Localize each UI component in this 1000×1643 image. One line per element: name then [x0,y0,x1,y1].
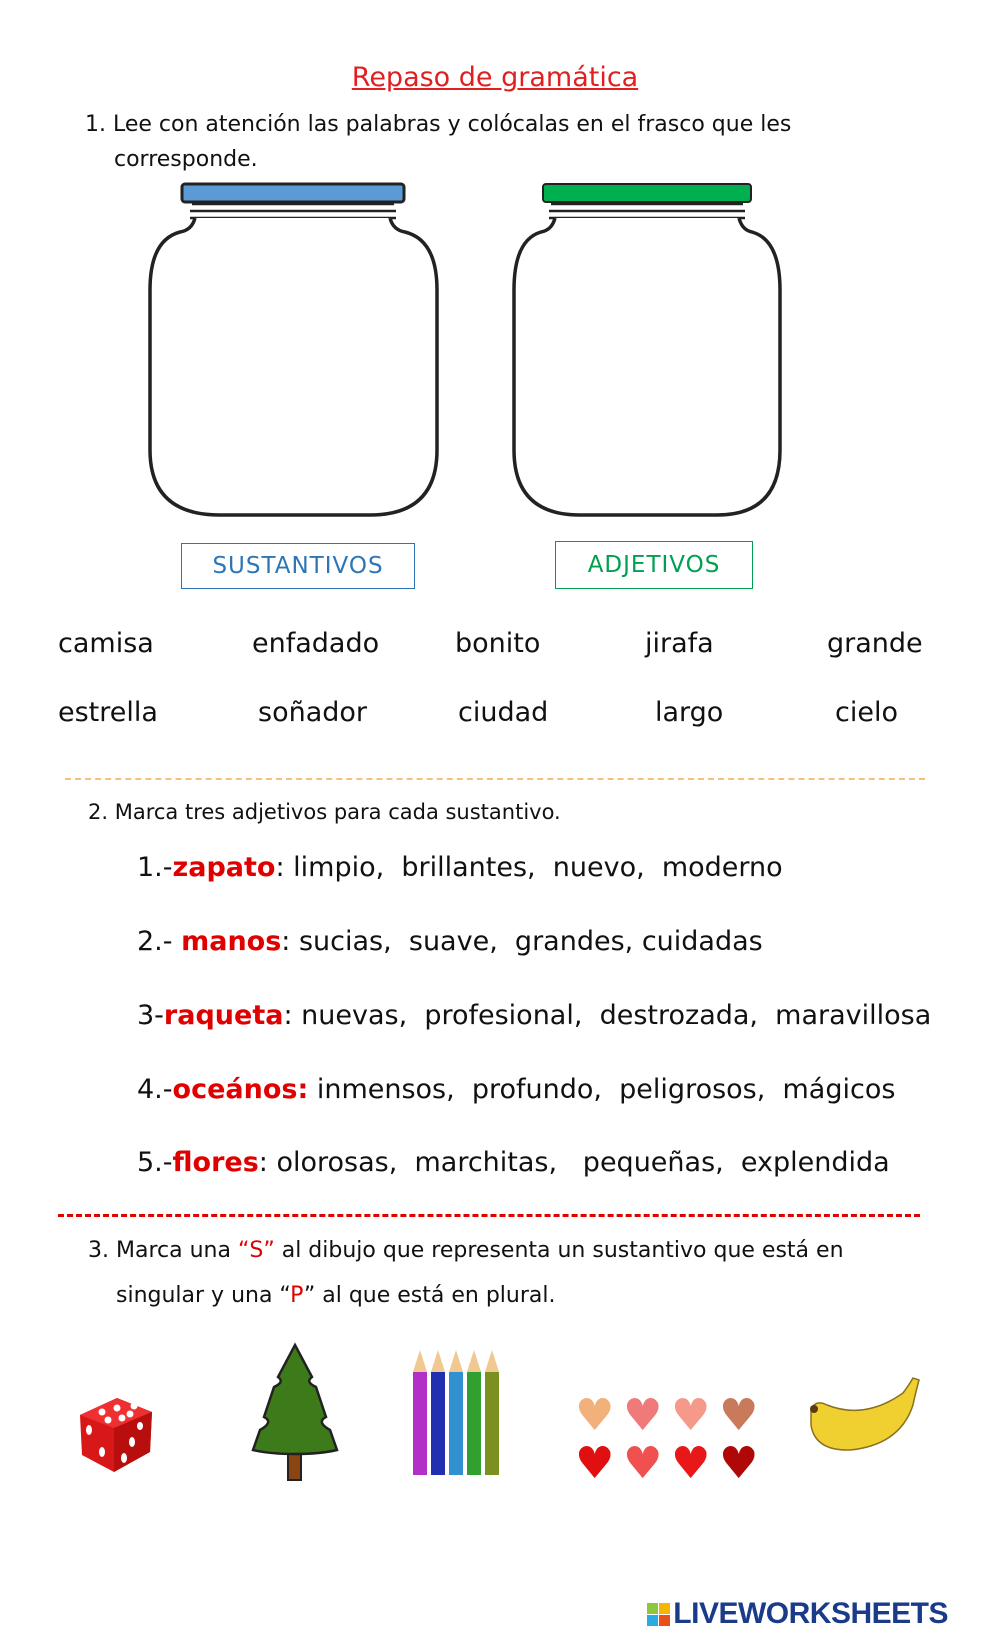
adjective-item-1 [137,852,783,883]
word-item[interactable]: cielo [835,697,898,728]
colored-pencils-icon[interactable] [410,1342,505,1477]
jar-lid [182,184,404,202]
item-adjectives[interactable]: inmensos, profundo, peligrosos, mágicos [308,1074,896,1105]
word-item[interactable]: ciudad [458,697,549,728]
text: singular y una “ [116,1283,291,1308]
item-sep: : [275,852,285,883]
item-number: 3- [137,1000,164,1031]
item-noun: zapato [172,852,276,883]
item-number: 5.- [137,1147,173,1178]
adjective-item-5 [137,1147,890,1178]
instruction-3-line2 [116,1283,555,1308]
logo-mark-icon [647,1603,670,1626]
instruction-2: 2. Marca tres adjetivos para cada sustantivo. [88,800,561,824]
item-number: 4.- [137,1074,173,1105]
adjective-item-2 [137,926,763,957]
item-noun: manos [181,926,282,957]
dice-icon[interactable] [72,1390,157,1475]
text: ” al que está en plural. [303,1283,556,1308]
hearts-icon[interactable]: ♥ ♥ ♥ ♥ ♥ ♥ ♥ ♥ [575,1390,759,1489]
instruction-1-line1: 1. Lee con atención las palabras y colócalas en el frasco que les [85,112,792,137]
instruction-3-line1 [88,1238,844,1263]
s-mark: “S” [237,1238,275,1263]
p-mark: P [290,1283,304,1308]
label-adjetivos: ADJETIVOS [555,541,753,589]
adjective-item-3 [137,1000,931,1031]
text: 3. Marca una [88,1238,238,1263]
item-noun: flores [172,1147,259,1178]
divider-1 [65,778,925,780]
item-adjectives[interactable]: nuevas, profesional, destrozada, maravillosa [292,1000,932,1031]
jar-sustantivos[interactable] [140,180,450,525]
word-item[interactable]: jirafa [645,628,714,659]
item-adjectives[interactable]: olorosas, marchitas, pequeñas, explendida [267,1147,890,1178]
text: al dibujo que representa un sustantivo que está en [274,1238,844,1263]
adjective-item-4 [137,1074,895,1105]
item-sep: : [283,1000,293,1031]
item-adjectives[interactable]: sucias, suave, grandes, cuidadas [290,926,763,957]
word-item[interactable]: bonito [455,628,541,659]
divider-2 [58,1214,920,1217]
item-noun: oceános: [172,1074,309,1105]
banana-icon[interactable] [805,1375,925,1455]
item-number: 1.- [137,852,173,883]
liveworksheets-logo [647,1597,948,1631]
jar-lid [543,184,751,202]
item-sep: : [258,1147,268,1178]
item-noun: raqueta [163,1000,284,1031]
item-number: 2.- [137,926,182,957]
word-item[interactable]: soñador [258,697,368,728]
word-item[interactable]: enfadado [252,628,380,659]
word-item[interactable]: largo [655,697,724,728]
item-sep: : [281,926,291,957]
tree-icon[interactable] [250,1342,340,1482]
word-item[interactable]: estrella [58,697,158,728]
item-adjectives[interactable]: limpio, brillantes, nuevo, moderno [284,852,783,883]
label-sustantivos: SUSTANTIVOS [181,543,415,589]
word-item[interactable]: camisa [58,628,154,659]
jar-adjetivos[interactable] [505,180,795,525]
logo-text: LIVEWORKSHEETS [673,1597,948,1630]
instruction-1-line2: corresponde. [114,147,258,172]
page-title: Repaso de gramática [351,62,639,93]
word-item[interactable]: grande [827,628,923,659]
